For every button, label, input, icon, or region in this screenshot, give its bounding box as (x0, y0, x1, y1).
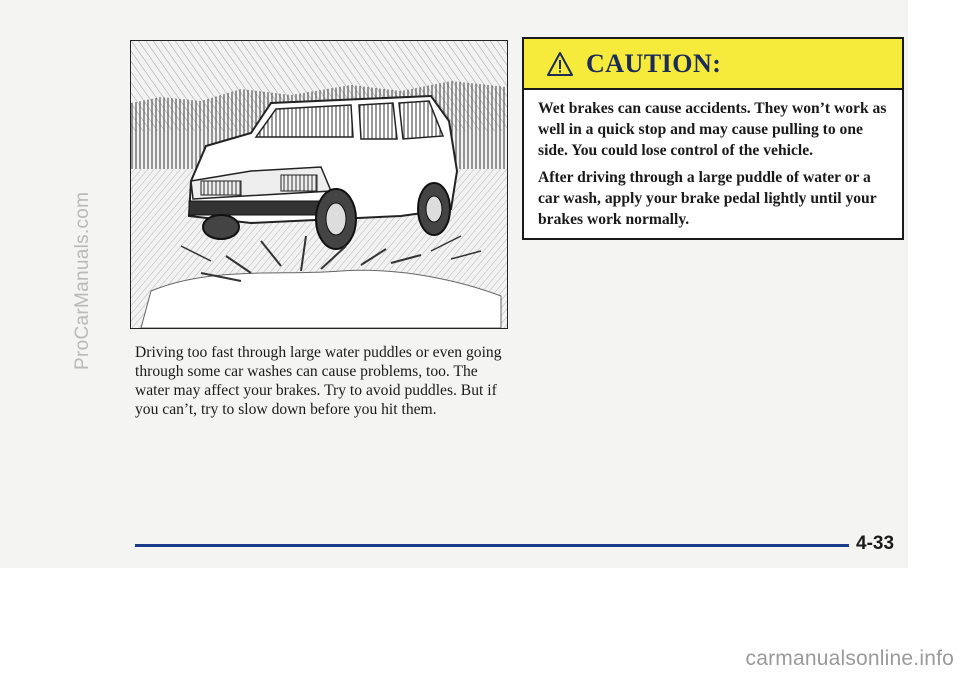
suv-puddle-illustration (130, 40, 508, 329)
caution-paragraph: Wet brakes can cause accidents. They won’t work as well in a quick stop and may cause pulling to one side. You could lose control of the vehicle. (538, 100, 887, 159)
caution-body (524, 90, 902, 230)
caution-header (524, 39, 902, 90)
body-paragraph: Driving too fast through large water puddles or even going through some car washes can cause problems, too. The water may affect your brakes. Try to avoid puddles. But if you can’t, try to slow down before you hit them. (135, 344, 502, 418)
warning-triangle-icon (546, 51, 574, 77)
site-watermark: carmanualsonline.info (745, 647, 954, 670)
caution-box (522, 37, 904, 240)
page-number: 4-33 (856, 533, 895, 554)
caution-paragraph: After driving through a large puddle of water or a car wash, apply your brake pedal lightly until your brakes work normally. (538, 169, 877, 228)
side-watermark: ProCarManuals.com (72, 191, 93, 370)
footer-rule (135, 544, 849, 547)
caution-title: CAUTION: (586, 48, 722, 78)
